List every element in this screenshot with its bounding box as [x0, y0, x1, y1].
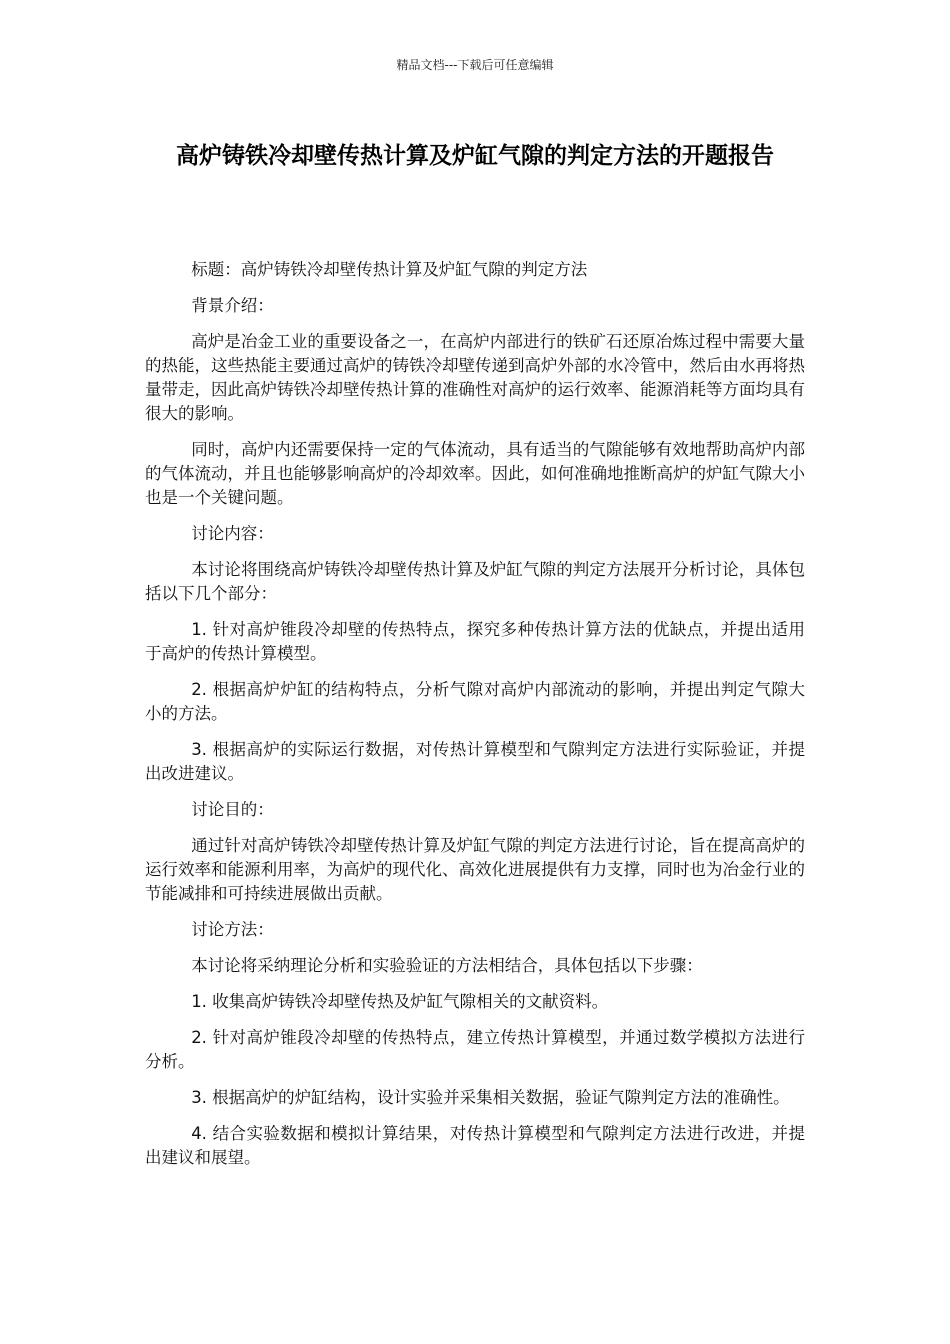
- document-title: 高炉铸铁冷却壁传热计算及炉缸气隙的判定方法的开题报告: [176, 143, 774, 169]
- header-note: 精品文档---下载后可任意编辑: [396, 58, 554, 72]
- paragraph-background-1: 高炉是冶金工业的重要设备之一，在高炉内部进行的铁矿石还原冶炼过程中需要大量的热能，这些热能主要通过高炉的铸铁冷却壁传递到高炉外部的水冷管中，然后由水再将热量带走，因此高炉铸铁冷却壁传热计算的准确性对高炉的运行效率、能源消耗等方面均具有很大的影响。: [145, 332, 805, 423]
- list-item-method-3: 3. 根据高炉的炉缸结构，设计实验并采集相关数据，验证气隙判定方法的准确性。: [191, 1088, 790, 1107]
- paragraph-purpose: 通过针对高炉铸铁冷却壁传热计算及炉缸气隙的判定方法进行讨论，旨在提高高炉的运行效率和能源利用率，为高炉的现代化、高效化进展提供有力支撑，同时也为冶金行业的节能减排和可持续进展做出贡献。: [145, 836, 805, 903]
- paragraph-method-intro: 本讨论将采纳理论分析和实验验证的方法相结合，具体包括以下步骤：: [191, 956, 703, 975]
- list-item-method-4: 4. 结合实验数据和模拟计算结果，对传热计算模型和气隙判定方法进行改进，并提出建议和展望。: [145, 1124, 805, 1167]
- list-item-method-2: 2. 针对高炉锥段冷却壁的传热特点，建立传热计算模型，并通过数学模拟方法进行分析。: [145, 1028, 805, 1071]
- title-line: 标题：高炉铸铁冷却壁传热计算及炉缸气隙的判定方法: [191, 260, 588, 279]
- section-heading-background: 背景介绍：: [191, 296, 274, 315]
- section-heading-content: 讨论内容：: [191, 524, 274, 543]
- list-item-content-1: 1. 针对高炉锥段冷却壁的传热特点，探究多种传热计算方法的优缺点，并提出适用于高炉的传热计算模型。: [145, 620, 805, 663]
- section-heading-purpose: 讨论目的：: [191, 800, 274, 819]
- list-item-content-3: 3. 根据高炉的实际运行数据，对传热计算模型和气隙判定方法进行实际验证，并提出改进建议。: [145, 740, 805, 783]
- list-item-method-1: 1. 收集高炉铸铁冷却壁传热及炉缸气隙相关的文献资料。: [191, 992, 609, 1011]
- paragraph-content-intro: 本讨论将围绕高炉铸铁冷却壁传热计算及炉缸气隙的判定方法展开分析讨论，具体包括以下几个部分：: [145, 560, 805, 603]
- list-item-content-2: 2. 根据高炉炉缸的结构特点，分析气隙对高炉内部流动的影响，并提出判定气隙大小的方法。: [145, 680, 805, 723]
- document-body: [145, 258, 805, 1182]
- paragraph-background-2: 同时，高炉内还需要保持一定的气体流动，具有适当的气隙能够有效地帮助高炉内部的气体流动，并且也能够影响高炉的冷却效率。因此，如何准确地推断高炉的炉缸气隙大小也是一个关键问题。: [145, 440, 805, 507]
- section-heading-method: 讨论方法：: [191, 920, 274, 939]
